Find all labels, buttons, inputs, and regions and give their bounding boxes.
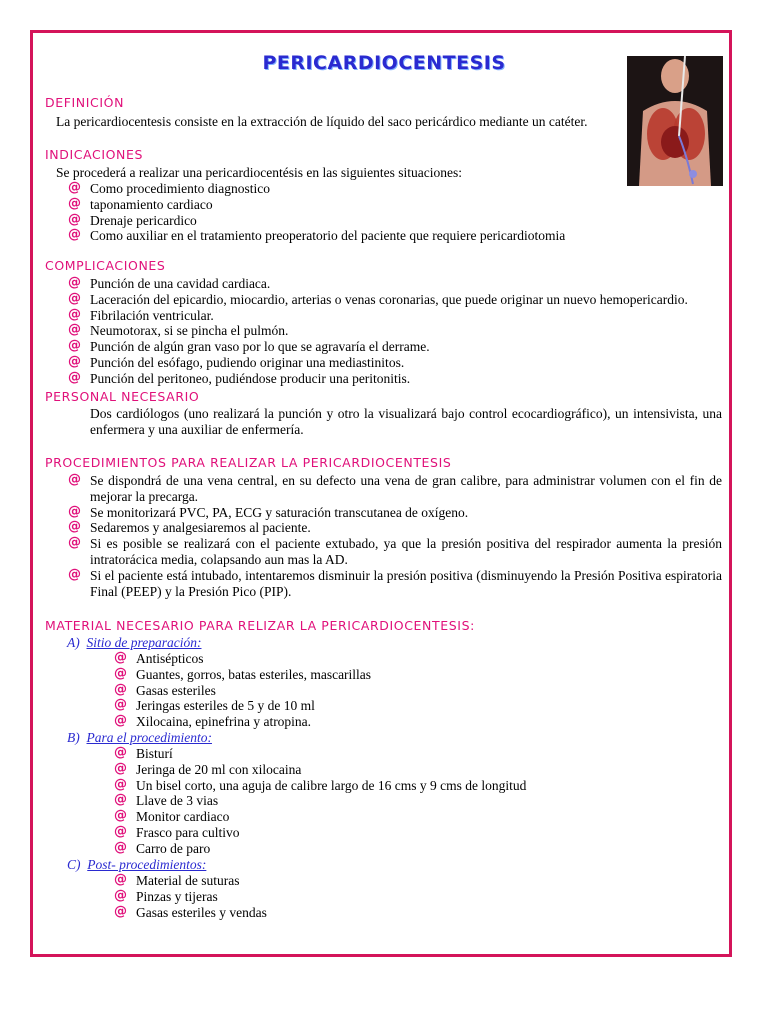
list-item: @ Material de suturas — [114, 872, 240, 888]
spiral-at-icon: @ — [114, 745, 127, 760]
spiral-at-icon: @ — [68, 503, 81, 519]
spiral-at-icon: @ — [68, 353, 81, 369]
personal-heading: PERSONAL NECESARIO — [45, 389, 200, 404]
group-c-list — [114, 873, 714, 920]
list-item: @ Se monitorizará PVC, PA, ECG y saturación transcutanea de oxígeno. — [68, 503, 469, 520]
spiral-at-icon: @ — [68, 338, 81, 354]
list-item: @ Jeringas esteriles de 5 y de 10 ml — [114, 697, 315, 714]
list-item: @ Monitor cardiaco — [114, 808, 230, 825]
spiral-at-icon: @ — [68, 195, 81, 211]
list-item: @ Si el paciente está intubado, intentaremos disminuir la presión positiva (disminuyendo la Presión Positiva espiratoria Final (PEEP) y la Presión Pico (PIP). — [68, 566, 722, 599]
spiral-at-icon: @ — [68, 227, 81, 243]
definicion-text: La pericardiocentesis consiste en la extracción de líquido del saco pericárdico mediante un catéter. — [56, 114, 588, 129]
spiral-at-icon: @ — [114, 823, 127, 839]
spiral-at-icon: @ — [114, 872, 127, 887]
spiral-at-icon: @ — [114, 792, 127, 808]
personal-text: Dos cardiólogos (uno realizará la punción y otro la visualizará bajo control ecocardiográfico), un intensivista, una enfermera y una auxiliar de enfermería. — [90, 406, 722, 437]
list-item: @ Punción de algún gran vaso por lo que se agravaría el derrame. — [68, 338, 430, 355]
list-item: @ Guantes, gorros, batas esteriles, mascarillas — [114, 665, 372, 682]
list-item: @ Frasco para cultivo — [114, 823, 240, 840]
procedimientos-heading: PROCEDIMIENTOS PARA REALIZAR LA PERICARDIOCENTESIS — [45, 455, 452, 470]
spiral-at-icon: @ — [68, 322, 81, 338]
spiral-at-icon: @ — [114, 713, 127, 729]
spiral-at-icon: @ — [68, 180, 81, 195]
spiral-at-icon: @ — [68, 566, 81, 582]
list-item: @ Neumotorax, si se pincha el pulmón. — [68, 322, 289, 339]
spiral-at-icon: @ — [114, 681, 127, 697]
list-item: @ Se dispondrá de una vena central, en su defecto una vena de gran calibre, para administrar volumen con el fin de mejorar la precarga. — [68, 472, 722, 504]
spiral-at-icon: @ — [68, 519, 81, 535]
spiral-at-icon: @ — [114, 887, 127, 903]
spiral-at-icon: @ — [114, 650, 127, 665]
spiral-at-icon: @ — [114, 665, 127, 681]
group-a-list — [114, 651, 714, 730]
list-item: @ Como procedimiento diagnostico — [68, 180, 270, 196]
list-item: @ Xilocaina, epinefrina y atropina. — [114, 713, 312, 730]
spiral-at-icon: @ — [68, 275, 81, 290]
spiral-at-icon: @ — [114, 697, 127, 713]
list-item: @ Como auxiliar en el tratamiento preoperatorio del paciente que requiere pericardiotomia — [68, 227, 566, 244]
list-item: @ Carro de paro — [114, 839, 211, 856]
page-title: PERICARDIOCENTESIS — [262, 52, 506, 74]
list-item: @ Laceración del epicardio, miocardio, arterias o venas coronarias, que puede originar un nuevo hemopericardio. — [68, 290, 688, 307]
indicaciones-heading: INDICACIONES — [45, 147, 144, 162]
definicion-heading: DEFINICIÓN — [45, 95, 125, 110]
spiral-at-icon: @ — [114, 839, 127, 855]
spiral-at-icon: @ — [68, 306, 81, 322]
list-item: @ Antisépticos — [114, 650, 204, 666]
illustration-image — [627, 56, 723, 186]
material-heading: MATERIAL NECESARIO PARA RELIZAR LA PERICARDIOCENTESIS: — [45, 618, 475, 633]
spiral-at-icon: @ — [114, 776, 127, 792]
list-item: @ Jeringa de 20 ml con xilocaina — [114, 760, 302, 777]
list-item: @ Gasas esteriles y vendas — [114, 903, 267, 920]
spiral-at-icon: @ — [114, 808, 127, 824]
group-b-label: B) Para el procedimiento: — [67, 730, 212, 745]
list-item: @ taponamiento cardiaco — [68, 195, 213, 212]
list-item: @ Un bisel corto, una aguja de calibre largo de 16 cms y 9 cms de longitud — [114, 776, 527, 793]
complicaciones-heading: COMPLICACIONES — [45, 258, 166, 273]
spiral-at-icon: @ — [114, 760, 127, 776]
list-item: @ Sedaremos y analgesiaremos al paciente. — [68, 519, 311, 536]
group-a-label: A) Sitio de preparación: — [67, 635, 202, 650]
group-b-list — [114, 746, 714, 857]
spiral-at-icon: @ — [68, 472, 81, 487]
list-item: @ Punción del peritoneo, pudiéndose producir una peritonitis. — [68, 369, 411, 386]
spiral-at-icon: @ — [68, 535, 81, 551]
list-item: @ Punción de una cavidad cardiaca. — [68, 275, 271, 291]
list-item: @ Drenaje pericardico — [68, 211, 197, 228]
list-item: @ Si es posible se realizará con el paciente extubado, ya que la presión positiva del respirador aumenta la presión intratorácica media, colapsando aun mas la AD. — [68, 535, 722, 567]
list-item: @ Punción del esófago, pudiendo originar una mediastinitos. — [68, 353, 405, 370]
list-item: @ Pinzas y tijeras — [114, 887, 218, 904]
indicaciones-intro: Se procederá a realizar una pericardiocentésis en las siguientes situaciones: — [56, 165, 462, 180]
procedimientos-list — [68, 473, 722, 599]
list-item: @ Bisturí — [114, 745, 173, 761]
spiral-at-icon: @ — [68, 211, 81, 227]
group-c-label: C) Post- procedimientos: — [67, 857, 207, 872]
indicaciones-list — [68, 181, 668, 244]
spiral-at-icon: @ — [68, 369, 81, 385]
list-item: @ Llave de 3 vias — [114, 792, 219, 809]
list-item: @ Gasas esteriles — [114, 681, 216, 698]
complicaciones-list — [68, 276, 728, 387]
spiral-at-icon: @ — [114, 903, 127, 919]
spiral-at-icon: @ — [68, 290, 81, 306]
list-item: @ Fibrilación ventricular. — [68, 306, 214, 323]
